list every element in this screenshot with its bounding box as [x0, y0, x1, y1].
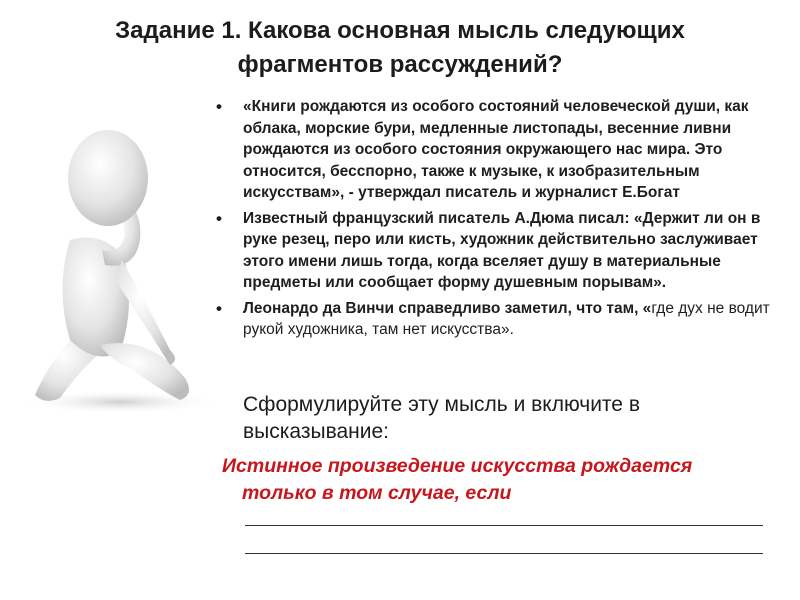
content-area [210, 96, 770, 345]
title-line-1: Задание 1. Какова основная мысль следующих [115, 17, 685, 44]
answer-blank-line[interactable] [245, 525, 763, 526]
thinking-person-figure-icon [10, 120, 225, 420]
quote-text: Известный французский писатель А.Дюма писал: «Держит ли он в руке резец, перо или кисть, художник действительно заслуживает этого имени лишь тогда, когда вселяет душу в материальные предметы или сообщает форму душевным порывам». [243, 209, 761, 291]
title-line-2: фрагментов рассуждений? [237, 51, 563, 78]
answer-line-2: только в том случае, если [242, 482, 512, 504]
quote-text: «Книги рождаются из особого состояний человеческой души, как облака, морские бури, медленные листопады, весенние ливни рождаются из особого состояния окружающего нас мира. Это относится, бесспорно, также к музыке, к изобразительным искусствам», - утверждал писатель и журналист Е.Богат [243, 98, 749, 201]
list-item [210, 96, 770, 204]
task-prompt: Сформулируйте эту мысль и включите в высказывание: [243, 393, 640, 443]
quote-text: Леонардо да Винчи справедливо заметил, что там, « [243, 299, 652, 317]
quote-text-normal: где дух не водит рукой художника, там нет искусства». [243, 299, 770, 338]
slide-title [0, 14, 800, 82]
answer-starter [222, 453, 782, 507]
list-item [210, 208, 770, 294]
quote-list [210, 96, 770, 341]
list-item [210, 298, 770, 341]
answer-blank-line[interactable] [245, 553, 763, 554]
answer-line-1: Истинное произведение искусства рождается [222, 455, 693, 477]
